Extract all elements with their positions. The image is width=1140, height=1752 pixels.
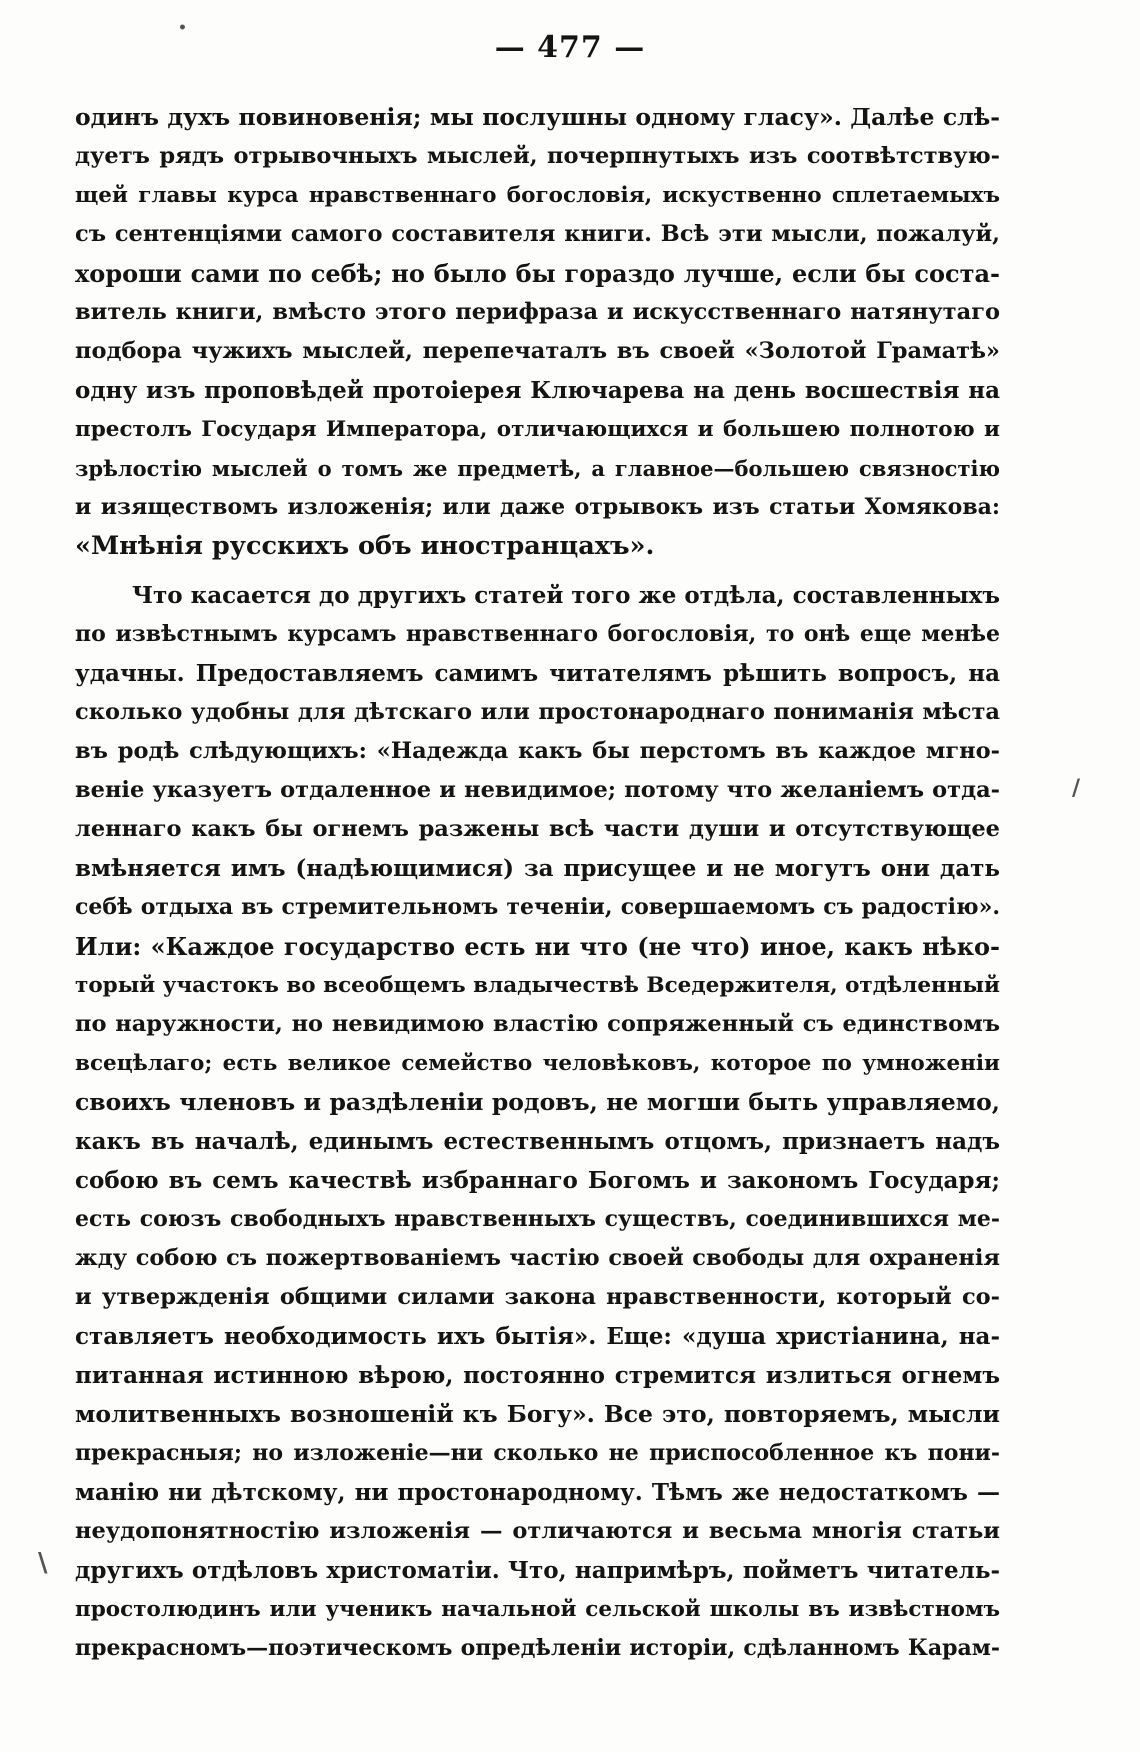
- text-line: и утвержденія общими силами закона нравственности, который со-: [75, 1284, 1000, 1310]
- text-line: сколько удобны для дѣтскаго или простонароднаго пониманія мѣста: [75, 699, 1000, 725]
- text-line: хороши сами по себѣ; но было бы гораздо лучше, если бы соста-: [75, 259, 1000, 288]
- text-line: прекрасныя; но изложеніе—ни сколько не приспособленное къ пони-: [75, 1440, 1000, 1466]
- text-line: питанная истинною вѣрою, постоянно стремится излиться огнемъ: [75, 1362, 1000, 1389]
- text-line: въ родѣ слѣдующихъ: «Надежда какъ бы перстомъ въ каждое мгно-: [75, 738, 1000, 764]
- text-line: какъ въ началѣ, единымъ естественнымъ отцомъ, признаетъ надъ: [75, 1128, 1000, 1155]
- text-line: подбора чужихъ мыслей, перепечаталъ въ своей «Золотой Граматѣ»: [75, 338, 1000, 364]
- text-line: удачны. Предоставляемъ самимъ читателямъ рѣшить вопросъ, на: [75, 660, 1000, 687]
- text-line: щей главы курса нравственнаго богословія, искуственно сплетаемыхъ: [75, 183, 1000, 208]
- text-line: ставляетъ необходимость ихъ бытія». Еще: «душа христіанина, на-: [75, 1323, 1000, 1350]
- text-line: собою въ семъ качествѣ избраннаго Богомъ и закономъ Государя;: [75, 1167, 1000, 1194]
- text-line: другихъ отдѣловъ христоматіи. Что, напримѣръ, пойметъ читатель-: [75, 1557, 1000, 1584]
- text-line: торый участокъ во всеобщемъ владычествѣ Вседержителя, отдѣленный: [75, 973, 1000, 998]
- text-line: своихъ членовъ и раздѣленіи родовъ, не могши быть управляемо,: [75, 1088, 1000, 1116]
- text-line: и изяществомъ изложенія; или даже отрывокъ изъ статьи Хомякова:: [75, 494, 1000, 520]
- text-line: «Мнѣнія русскихъ объ иностранцахъ».: [75, 531, 655, 561]
- text-line: есть союзъ свободныхъ нравственныхъ существъ, соединившихся ме-: [75, 1206, 1000, 1232]
- text-line: дуетъ рядъ отрывочныхъ мыслей, почерпнутыхъ изъ соотвѣтствую-: [75, 143, 1000, 169]
- text-line: по извѣстнымъ курсамъ нравственнаго богословія, то онѣ еще менѣе: [75, 621, 1000, 647]
- text-line: зрѣлостію мыслей о томъ же предметѣ, а главное—большею связностію: [75, 456, 1000, 481]
- text-line: себѣ отдыха въ стремительномъ теченіи, совершаемомъ съ радостію».: [75, 894, 1000, 920]
- margin-mark: /: [1072, 775, 1081, 801]
- text-line: манію ни дѣтскому, ни простонародному. Тѣмъ же недостаткомъ —: [75, 1479, 1000, 1506]
- page-number: — 477 —: [494, 30, 646, 65]
- text-line: веніе указуетъ отдаленное и невидимое; потому что желаніемъ отда-: [75, 777, 1000, 803]
- text-line: неудопонятностію изложенія — отличаются и весьма многія статьи: [75, 1518, 1000, 1544]
- text-line: Что касается до другихъ статей того же отдѣла, составленныхъ: [132, 582, 1000, 609]
- text-line: жду собою съ пожертвованіемъ частію своей свободы для охраненія: [75, 1245, 1000, 1271]
- text-line: простолюдинъ или ученикъ начальной сельской школы въ извѣстномъ: [75, 1597, 1000, 1622]
- text-line: молитвенныхъ возношеній къ Богу». Все это, повторяемъ, мысли: [75, 1400, 1000, 1428]
- text-line: съ сентенціями самого составителя книги. Всѣ эти мысли, пожалуй,: [75, 221, 1000, 247]
- margin-mark: \: [38, 1548, 48, 1578]
- text-line: леннаго какъ бы огнемъ разжены всѣ части души и отсутствующее: [75, 816, 1000, 842]
- text-line: по наружности, но невидимою властію сопряженный съ единствомъ: [75, 1011, 1000, 1037]
- text-line: одинъ духъ повиновенія; мы послушны одному гласу». Далѣе слѣ-: [75, 103, 1000, 131]
- text-line: Или: «Каждое государство есть ни что (не что) иное, какъ нѣко-: [75, 932, 1000, 961]
- text-line: всецѣлаго; есть великое семейство человѣковъ, которое по умноженіи: [75, 1051, 1000, 1076]
- page-text: [75, 98, 1000, 1668]
- text-line: одну изъ проповѣдей протоіерея Ключарева на день восшествія на: [75, 377, 1000, 404]
- text-line: вмѣняется имъ (надѣющимися) за присущее и не могутъ они дать: [75, 855, 1000, 882]
- text-line: витель книги, вмѣсто этого перифраза и искусственнаго натянутаго: [75, 299, 1000, 325]
- text-line: престолъ Государя Императора, отличающихся и большею полнотою и: [75, 417, 1000, 442]
- scan-speck: •: [178, 20, 187, 36]
- text-line: прекрасномъ—поэтическомъ опредѣленіи исторіи, сдѣланномъ Карам-: [75, 1635, 1000, 1661]
